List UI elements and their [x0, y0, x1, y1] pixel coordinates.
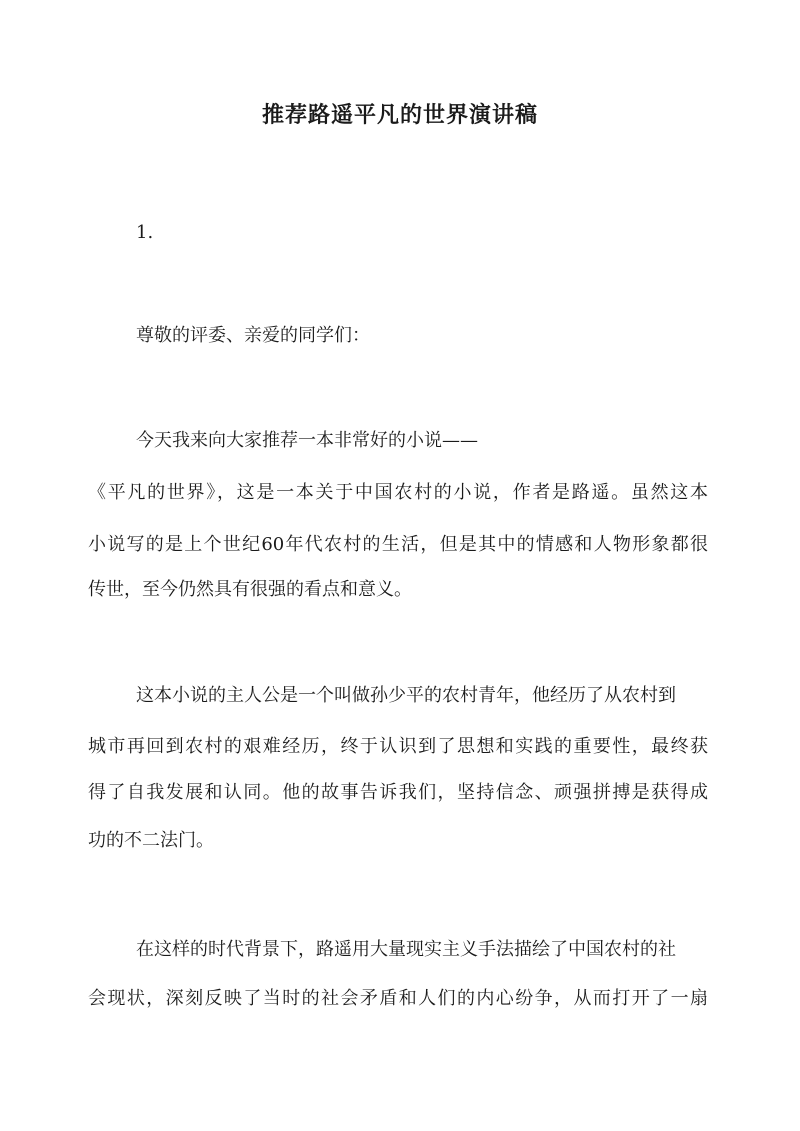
paragraph-2-line-3: 得了自我发展和认同。他的故事告诉我们，坚持信念、顽强拼搏是获得成: [88, 782, 708, 803]
paragraph-1-line-3: 小说写的是上个世纪60年代农村的生活，但是其中的情感和人物形象都很: [88, 534, 708, 555]
paragraph-1-line-4: 传世，至今仍然具有很强的看点和意义。: [88, 579, 412, 600]
paragraph-3-line-1: 在这样的时代背景下，路遥用大量现实主义手法描绘了中国农村的社: [136, 939, 676, 960]
paragraph-1-line-2: 《平凡的世界》，这是一本关于中国农村的小说，作者是路遥。虽然这本: [88, 482, 708, 503]
document-title: 推荐路遥平凡的世界演讲稿: [261, 102, 538, 128]
salutation: 尊敬的评委、亲爱的同学们：: [136, 325, 370, 346]
paragraph-3-line-2: 会现状，深刻反映了当时的社会矛盾和人们的内心纷争，从而打开了一扇: [88, 988, 708, 1009]
paragraph-1-line-1: 今天我来向大家推荐一本非常好的小说——: [136, 430, 478, 451]
paragraph-2-line-4: 功的不二法门。: [88, 830, 214, 851]
section-number: 1.: [136, 222, 154, 243]
paragraph-2-line-1: 这本小说的主人公是一个叫做孙少平的农村青年，他经历了从农村到: [136, 685, 676, 706]
paragraph-2-line-2: 城市再回到农村的艰难经历，终于认识到了思想和实践的重要性，最终获: [88, 736, 708, 757]
